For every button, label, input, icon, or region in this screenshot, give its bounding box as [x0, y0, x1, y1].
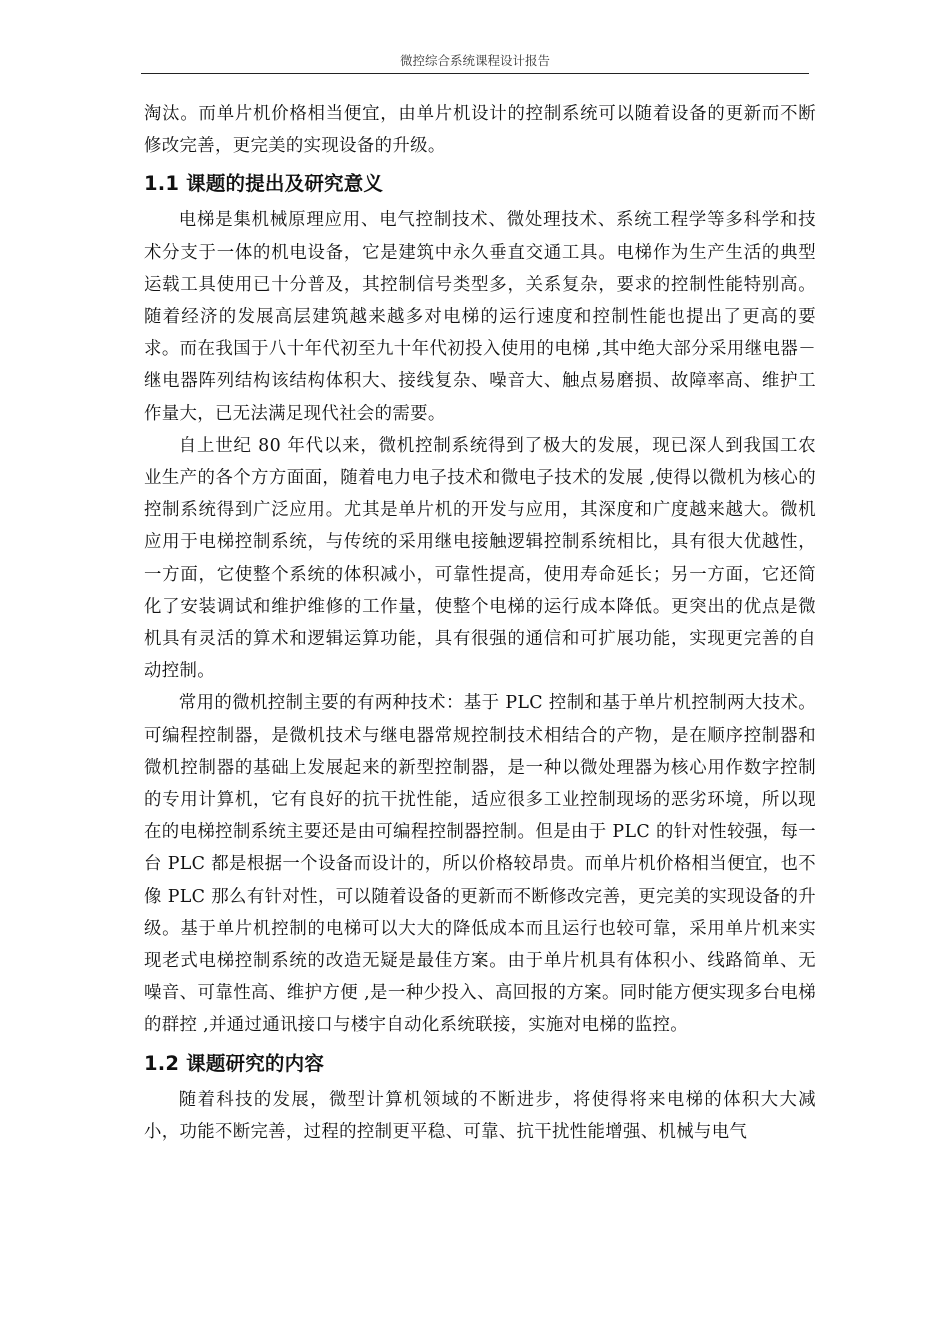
paragraph-elevator-overview: 电梯是集机械原理应用、电气控制技术、微处理技术、系统工程学等多科学和技术分支于一体的机电设备，它是建筑中永久垂直交通工具。电梯作为生产生活的典型运载工具使用已十分普及，其控制信号类型多，关系复杂，要求的控制性能特别高。随着经济的发展高层建筑越来越多对电梯的运行速度和控制性能也提出了更高的要求。而在我国于八十年代初至九十年代初投入使用的电梯 ,其中绝大部分采用继电器－继电器阵列结构该结构体积大、接线复杂、噪音大、触点易磨损、故障率高、维护工作量大，已无法满足现代社会的需要。: [144, 210, 816, 424]
section-heading-1-2: 1.2 课题研究的内容: [144, 1051, 325, 1075]
document-body: [144, 98, 816, 1148]
paragraph-research-content: 随着科技的发展，微型计算机领域的不断进步，将使得将来电梯的体积大大减小，功能不断完善，过程的控制更平稳、可靠、抗干扰性能增强、机械与电气: [144, 1089, 816, 1142]
paragraph-plc-vs-mcu: 常用的微机控制主要的有两种技术：基于 PLC 控制和基于单片机控制两大技术。可编程控制器，是微机技术与继电器常规控制技术相结合的产物，是在顺序控制器和微机控制器的基础上发展起来的新型控制器，是一种以微处理器为核心用作数字控制的专用计算机，它有良好的抗干扰性能，适应很多工业控制现场的恶劣环境，所以现在的电梯控制系统主要还是由可编程控制器控制。但是由于 PLC 的针对性较强，每一台 PLC 都是根据一个设备而设计的，所以价格较昂贵。而单片机价格相当便宜，也不像 PLC 那么有针对性，可以随着设备的更新而不断修改完善，更完美的实现设备的升级。基于单片机控制的电梯可以大大的降低成本而且运行也较可靠，采用单片机来实现老式电梯控制系统的改造无疑是最佳方案。由于单片机具有体积小、线路简单、无噪音、可靠性高、维护方便 ,是一种少投入、高回报的方案。同时能方便实现多台电梯的群控 ,并通过通讯接口与楼宇自动化系统联接，实施对电梯的监控。: [144, 693, 816, 1036]
paragraph-intro-continuation: 淘汰。而单片机价格相当便宜，由单片机设计的控制系统可以随着设备的更新而不断修改完善，更完美的实现设备的升级。: [144, 104, 816, 157]
section-heading-1-1: 1.1 课题的提出及研究意义: [144, 172, 384, 196]
header-title: 微控综合系统课程设计报告: [399, 53, 550, 68]
paragraph-microcomputer-control: 自上世纪 80 年代以来，微机控制系统得到了极大的发展，现已深人到我国工农业生产的各个方方面面，随着电力电子技术和微电子技术的发展 ,使得以微机为核心的控制系统得到广泛应用。尤其是单片机的开发与应用，其深度和广度越来越大。微机应用于电梯控制系统，与传统的采用继电接触逻辑控制系统相比，具有很大优越性，一方面，它使整个系统的体积减小，可靠性提高，使用寿命延长；另一方面，它还简化了安装调试和维护维修的工作量，使整个电梯的运行成本降低。更突出的优点是微机具有灵活的算术和逻辑运算功能，具有很强的通信和可扩展功能，实现更完善的自动控制。: [144, 435, 816, 682]
page-header: [141, 53, 809, 74]
